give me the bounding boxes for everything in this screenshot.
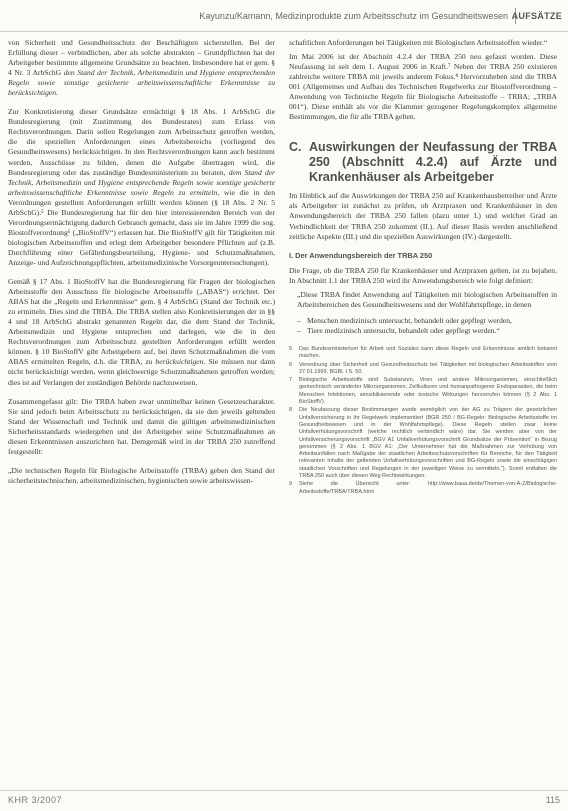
left-column — [8, 38, 275, 495]
list-item-text: Menschen medizinisch untersucht, behandelt oder gepflegt werden, — [307, 315, 512, 325]
paragraph-italic: den Stand der Technik, Arbeitsmedizin und Hygiene entsprechenden Regeln sowie sonstige gesicherte arbeitswissenschaftliche Erkenntnisse zu berücksichtigen. — [8, 68, 275, 98]
paragraph-italic: dem Stand der Technik, Arbeitsmedizin und Hygiene entsprechende Regeln sowie sonstige gesicherte arbeitswissenschaftliche Erkenntnisse sowie Regeln zu ermitteln, — [8, 167, 275, 197]
paragraph — [8, 107, 275, 268]
paragraph-text: von Sicherheit und Gesundheitsschutz der Beschäftigten sicherstellen. Bei der Erfüllung dieser – verbindlichen, aber als solche abstrakten – Grundpflichten hat der Arbeitgeber bestimmte allgemeine Grundsätze zu beachten. Insbesondere hat er gem. § 4 Nr. 3 ArbSchG — [8, 38, 275, 78]
section-title: Auswirkungen der Neufassung der TRBA 250 (Abschnitt 4.2.4) auf Ärzte und Krankenhäuser als Arbeitgeber — [309, 140, 557, 185]
footnote — [289, 362, 557, 377]
paragraph: Die Frage, ob die TRBA 250 für Krankenhäuser und Arztpraxen gelten, ist zu bejahen. In Abschnitt 1.1 der TRBA 250 wird ihr Anwendungsbereich wie folgt definiert: — [289, 265, 557, 285]
paragraph: Zusammengefasst gilt: Die TRBA haben zwar unmittelbar keinen Gesetzescharakter. Sie sind jedoch beim Arbeitsschutz zu berücksichtigen, da sie den jeweils geltenden Stand der Wissenschaft und Technik und damit die gültigen arbeitsmedizinischen Sicherheitsstandards wiedergeben und der Arbeitgeber seine Schutzmaßnahmen an diesen Erkenntnissen auszurichten hat. Demgemäß wird in der TRBA 250 zutreffend festgestellt: — [8, 396, 275, 456]
footnote — [289, 407, 557, 480]
section-heading — [289, 140, 557, 185]
paragraph: Im Hinblick auf die Auswirkungen der TRBA 250 auf Krankenhausbetreiber und Ärzte als Arbeitgeber ist zunächst zu prüfen, ob Arztpraxen und Krankenhäuser in den Anwendungsbereich der TRBA 250 fallen (dazu unter I.) und welcher Grad an Verbindlichkeit der TRBA 250 zukommt (II.). Auf dieser Basis werden anschließend zeitliche Aspekte (III.) und die speziellen Auswirkungen (IV.) dargestellt. — [289, 191, 557, 241]
section-tag: AUFSÄTZE — [511, 11, 562, 21]
running-title: Kayunzu/Kamann, Medizinprodukte zum Arbeitsschutz im Gesundheitswesen — [199, 11, 508, 21]
page-footer — [0, 790, 568, 811]
list-item — [289, 326, 557, 336]
page-header — [0, 0, 568, 32]
paragraph: „Die technischen Regeln für Biologische Arbeitsstoffe (TRBA) geben den Stand der sicherheitstechnischen, arbeitsmedizinischen, hygienischen sowie arbeitswissen- — [8, 465, 275, 485]
footnote-text: Siehe die Übersicht unter: http://www.baua.de/de/Themen-von-A-Z/Biologische-Arbeitsstoffe/TRBA/TRBA.html — [299, 481, 557, 495]
dash-bullet: – — [297, 325, 301, 335]
footer-rule — [0, 790, 568, 791]
footnote — [289, 377, 557, 406]
paragraph: Im Mai 2006 ist der Abschnitt 4.2.4 der TRBA 250 neu gefasst worden. Diese Neufassung ist seit dem 1. August 2006 in Kraft.⁷ Neben der TRBA 250 existieren zahlreiche weitere TRBA mit jeweils anderem Fokus.⁸ Hervorzuheben sind die TRBA 001 (Allgemeines und Aufbau des Technischen Regelwerks zur Biostoffverordnung – Anwendung von Technische Regeln für Biologische Arbeitsstoffe – TRBA; „TRBA 001“). Diese enthält als vor die Klammer gezogener Regelungskomplex allgemeine Bestimmungen, die für alle TRBA gelten. — [289, 52, 557, 122]
list-item-text: Tiere medizinisch untersucht, behandelt oder gepflegt werden.“ — [307, 325, 500, 335]
footnote-text: Die Neufassung dieser Bestimmungen wurde womöglich von der AG zu Trägern der gesetzlichen Unfallversicherung in ihr Regelwerk implementiert (BGR 250 / BG-Regeln: Biologische Arbeitsstoffe im Gesundheitswesen und in der Wohlfahrtspflege). Diese Regeln stellen zwar keine Unfallverhütungsvorschrift (welche rechtlich verbindlich wäre) dar. Sie werden aber von der Unfallversicherungsvorschrift „BGV A1 Unfallverhütungsvorschrift Grundsätze der Prävention“ in Bezug genommen (§ 2 Abs. 1 BGV A1: „Der Unternehmer hat die Maßnahmen zur Verhütung von Arbeitsunfällen nach Maßgabe der staatlichen Arbeitsschutzvorschriften für Bereiche, für den Tätigkeit relevanten Inhalte der geltenden Unfallverhütungsvorschriften und BG-Regeln sowie die einschlägigen staatlichen Vorschriften und Regelungen in der jeweiligen Weise zu vermitteln.“). Somit entfalten die TRBA 250 auch über diesen Weg Rechtswirkungen. — [299, 407, 557, 479]
section-letter: C. — [289, 140, 302, 155]
subsection-heading: I. Der Anwendungsbereich der TRBA 250 — [289, 250, 433, 260]
footnote-text: Biologische Arbeitsstoffe sind Substanzen, Viren und andere Mikroorganismen, einschließlich gentechnisch veränderter Mikroorganismen, Zellkulturen und humanpathogener Endoparasiten, die beim Menschen Infektionen, sensibilisierende oder toxische Wirkungen hervorrufen können (§ 2 Abs. 1 BioStoffV). — [299, 377, 557, 406]
paragraph — [8, 38, 275, 98]
footnotes — [289, 346, 557, 496]
paragraph — [8, 277, 275, 388]
footnote-text: Das Bundesministerium für Arbeit und Soziales kann diese Regeln und Erkenntnisse amtlich bekannt machen. — [299, 345, 557, 360]
footnote-number: 9 — [289, 481, 293, 488]
paragraph-italic: zu berücksichtigen. — [145, 357, 206, 367]
footnote — [289, 481, 557, 496]
footnote-text: Verordnung über Sicherheit und Gesundheitsschutz bei Tätigkeiten mit biologischen Arbeitsstoffen vom 27.01.1999, BGBl. I S. 50. — [299, 361, 557, 375]
footnote-number: 8 — [289, 407, 293, 414]
list-item — [289, 316, 557, 326]
dash-bullet: – — [297, 315, 301, 325]
journal-issue: KHR 3/2007 — [8, 795, 63, 805]
footnote — [289, 346, 557, 361]
header-rule — [0, 31, 568, 32]
paragraph: schaftlichen Anforderungen bei Tätigkeiten mit Biologischen Arbeitsstoffen wieder.“ — [289, 38, 548, 47]
paragraph-text: Sie müssen nur dann nicht berücksichtigt werden, wenn gleichwertige Schutzmaßnahmen getroffen werden; dies ist auf Verlangen der zuständigen Behörde nachzuweisen. — [8, 357, 275, 387]
page-number: 115 — [545, 795, 560, 805]
right-column — [289, 38, 557, 497]
paragraph-text: Gemäß § 17 Abs. 1 BioStoffV hat die Bundesregierung für Fragen der biologischen Arbeitsstoffe den Ausschuss für biologische Arbeitsstoffe („ABAS“) errichtet. Der ABAS hat die „Regeln und Erkenntnisse“ gem. § 4 ArbSchG (Stand der Technik etc.) zu ermitteln. Dies sind die TRBA. Die TRBA stellen also Konkretisierungen der in §§ 4 und 18 ArbSchG abstrakt genannten Regeln dar, die dem Stand der Technik, Arbeitsmedizin und Hygiene entsprechen und darlegen, wie die in den Rechtsverordnungen zum Arbeitsschutz gestellten Anforderungen erfüllt werden können. § 10 BioStoffV gibt Arbeitgebern auf, bei ihren Schutzmaßnahmen die vom ABAS ermittelten Regeln, d.h. die TRBA, — [8, 277, 275, 367]
quote: „Diese TRBA findet Anwendung auf Tätigkeiten mit biologischen Arbeitsstoffen in Arbeitsbereichen des Gesundheitswesens und der Wohlfahrtspflege, in denen — [297, 289, 557, 309]
paragraph-text: Zur Konkretisierung dieser Grundsätze ermächtigt § 18 Abs. 1 ArbSchG die Bundesregierung (mit Zustimmung des Bundesrates) zum Erlass von Rechtsverordnungen. Darin sollen Regelungen zum Arbeitsschutz getroffen werden, die die speziellen Anforderungen eines Arbeitsbereichs (vorliegend des Gesundheitswesens) berücksichtigen. In den Rechtsverordnungen kann auch bestimmt werden, Ausschüsse zu bilden, denen die Aufgabe übertragen wird, die Bundesregierung oder das zuständige Bundesministerium zu beraten, — [8, 107, 275, 177]
paragraph-text: wie die in den Verordnungen gestellten Anforderungen erfüllt werden können (§ 18 Abs. 2 Nr. 5 ArbSchG).⁵ Die Bundesregierung hat für den hier interessierenden Bereich von der Verordnungsermächtigung dadurch Gebrauch gemacht, dass sie im Jahre 1999 die sog. Biostoffverordnung⁶ („BioStoffV“) erlassen hat. Die BioStoffV gilt für Tätigkeiten mit biologischen Arbeitsstoffen und erlegt dem Arbeitgeber besondere Pflichten auf (z.B. Durchführung einer Gefährdungsbeurteilung, Hygiene- und Schutzmaßnahmen, Anzeige- und Aufzeichnungspflichten, arbeitsmedizinische Vorsorgeuntersuchungen). — [8, 187, 275, 267]
footnote-number: 6 — [289, 361, 293, 368]
footnote-number: 7 — [289, 377, 293, 384]
footnote-number: 5 — [289, 345, 293, 352]
